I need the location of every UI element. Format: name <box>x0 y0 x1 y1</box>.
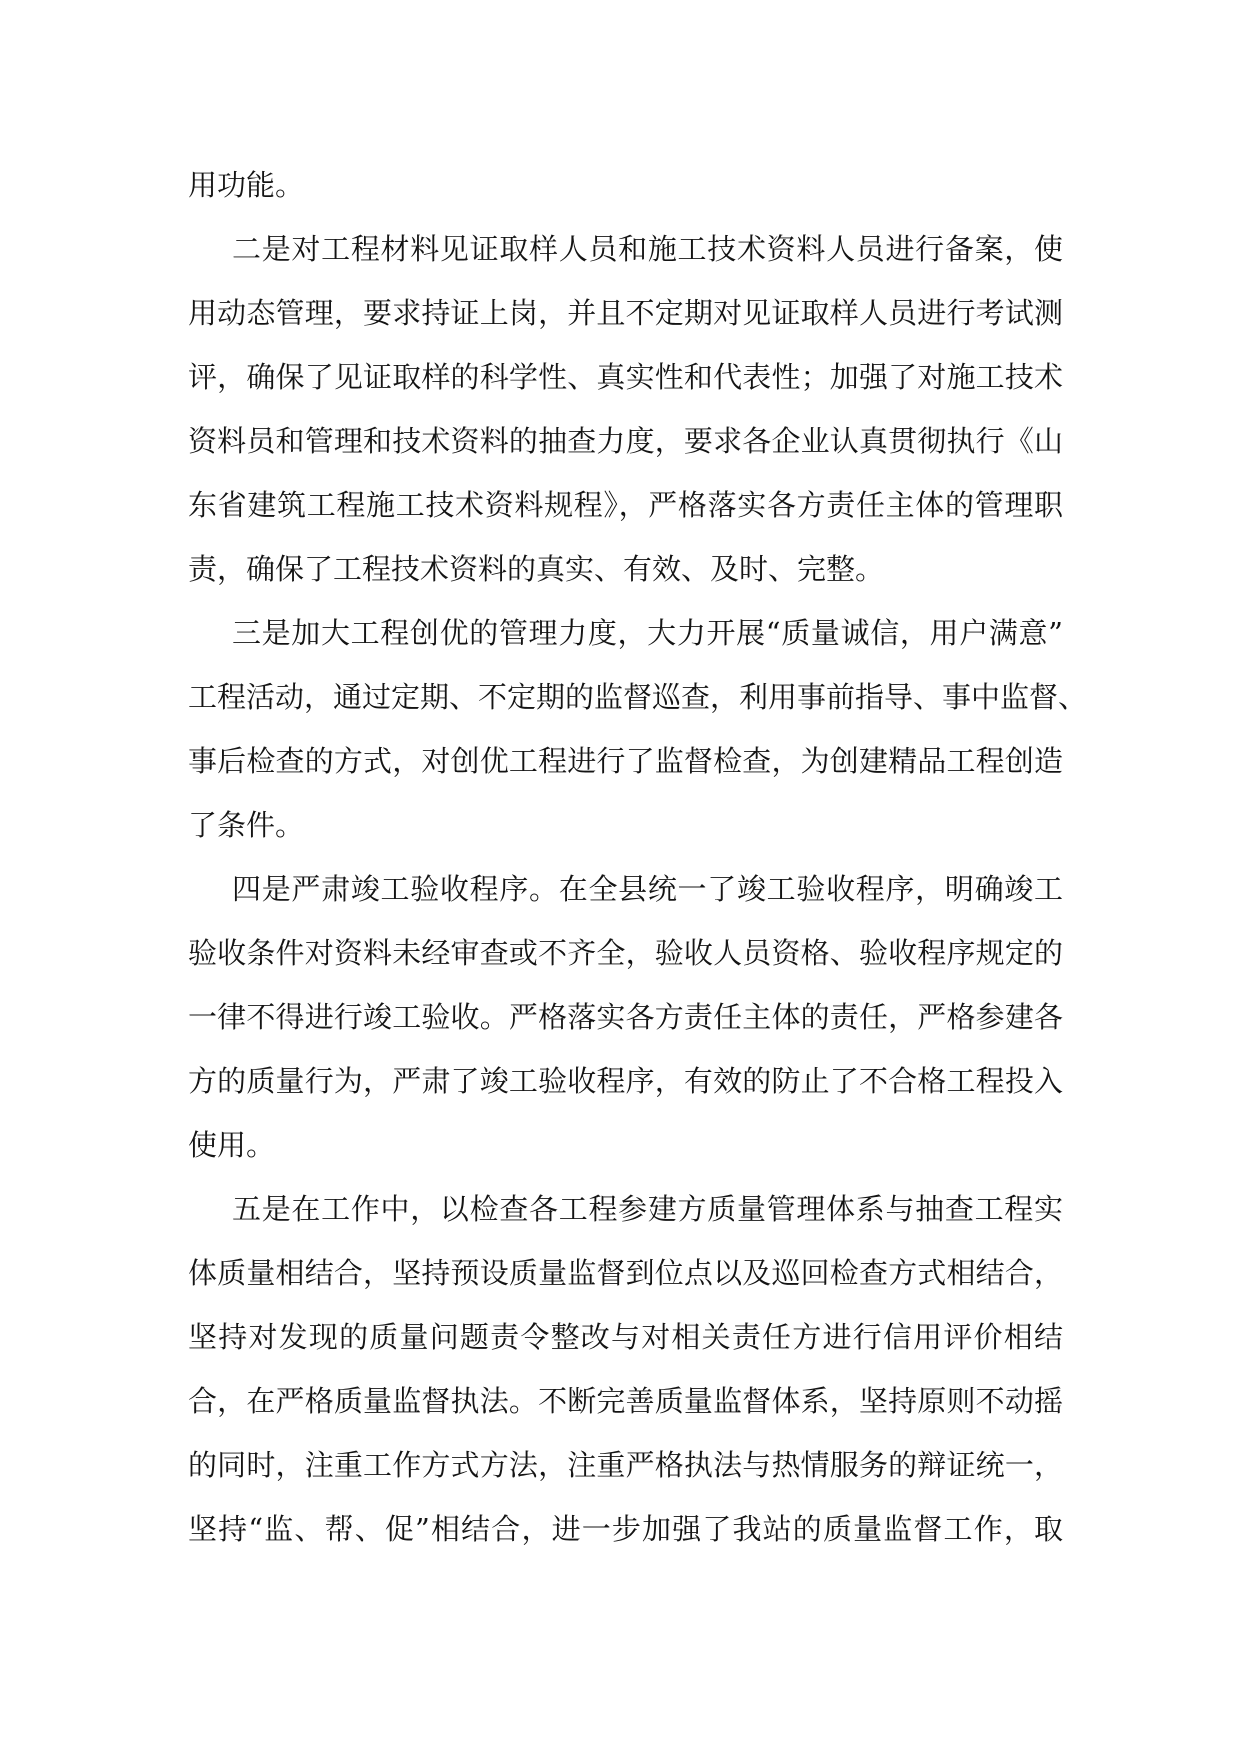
text-line: 评，确保了见证取样的科学性、真实性和代表性；加强了对施工技术 <box>188 360 1063 394</box>
text-line: 了条件。 <box>188 808 305 842</box>
paragraph-3 <box>188 601 1088 857</box>
paragraph-4 <box>188 857 1063 1177</box>
text-line: 资料员和管理和技术资料的抽查力度，要求各企业认真贯彻执行《山 <box>188 424 1063 458</box>
text-line: 使用。 <box>188 1128 276 1162</box>
paragraph-continuation <box>188 153 1063 217</box>
text-line: 责，确保了工程技术资料的真实、有效、及时、完整。 <box>188 552 885 586</box>
text-line: 四是严肃竣工验收程序。在全县统一了竣工验收程序，明确竣工 <box>232 872 1063 906</box>
text-line: 用动态管理，要求持证上岗，并且不定期对见证取样人员进行考试测 <box>188 296 1063 330</box>
paragraph-5 <box>188 1177 1063 1561</box>
text-line: 的同时，注重工作方式方法，注重严格执法与热情服务的辩证统一， <box>188 1448 1063 1482</box>
text-line: 一律不得进行竣工验收。严格落实各方责任主体的责任，严格参建各 <box>188 1000 1063 1034</box>
text-line: 体质量相结合，坚持预设质量监督到位点以及巡回检查方式相结合， <box>188 1256 1063 1290</box>
text-line: 用功能。 <box>188 168 305 202</box>
text-line: 坚持“监、帮、促”相结合，进一步加强了我站的质量监督工作，取 <box>188 1512 1063 1546</box>
text-line: 合，在严格质量监督执法。不断完善质量监督体系，坚持原则不动摇 <box>188 1384 1063 1418</box>
text-line: 五是在工作中，以检查各工程参建方质量管理体系与抽查工程实 <box>232 1192 1063 1226</box>
text-line: 坚持对发现的质量问题责令整改与对相关责任方进行信用评价相结 <box>188 1320 1063 1354</box>
text-line: 工程活动，通过定期、不定期的监督巡查，利用事前指导、事中监督、 <box>188 680 1088 714</box>
text-line: 二是对工程材料见证取样人员和施工技术资料人员进行备案，使 <box>232 232 1063 266</box>
text-line: 东省建筑工程施工技术资料规程》，严格落实各方责任主体的管理职 <box>188 488 1063 522</box>
text-line: 事后检查的方式，对创优工程进行了监督检查，为创建精品工程创造 <box>188 744 1063 778</box>
text-line: 三是加大工程创优的管理力度，大力开展“质量诚信，用户满意” <box>232 616 1063 650</box>
text-line: 方的质量行为，严肃了竣工验收程序，有效的防止了不合格工程投入 <box>188 1064 1063 1098</box>
text-line: 验收条件对资料未经审查或不齐全，验收人员资格、验收程序规定的 <box>188 936 1063 970</box>
paragraph-2 <box>188 217 1063 601</box>
document-body <box>188 153 1088 1561</box>
